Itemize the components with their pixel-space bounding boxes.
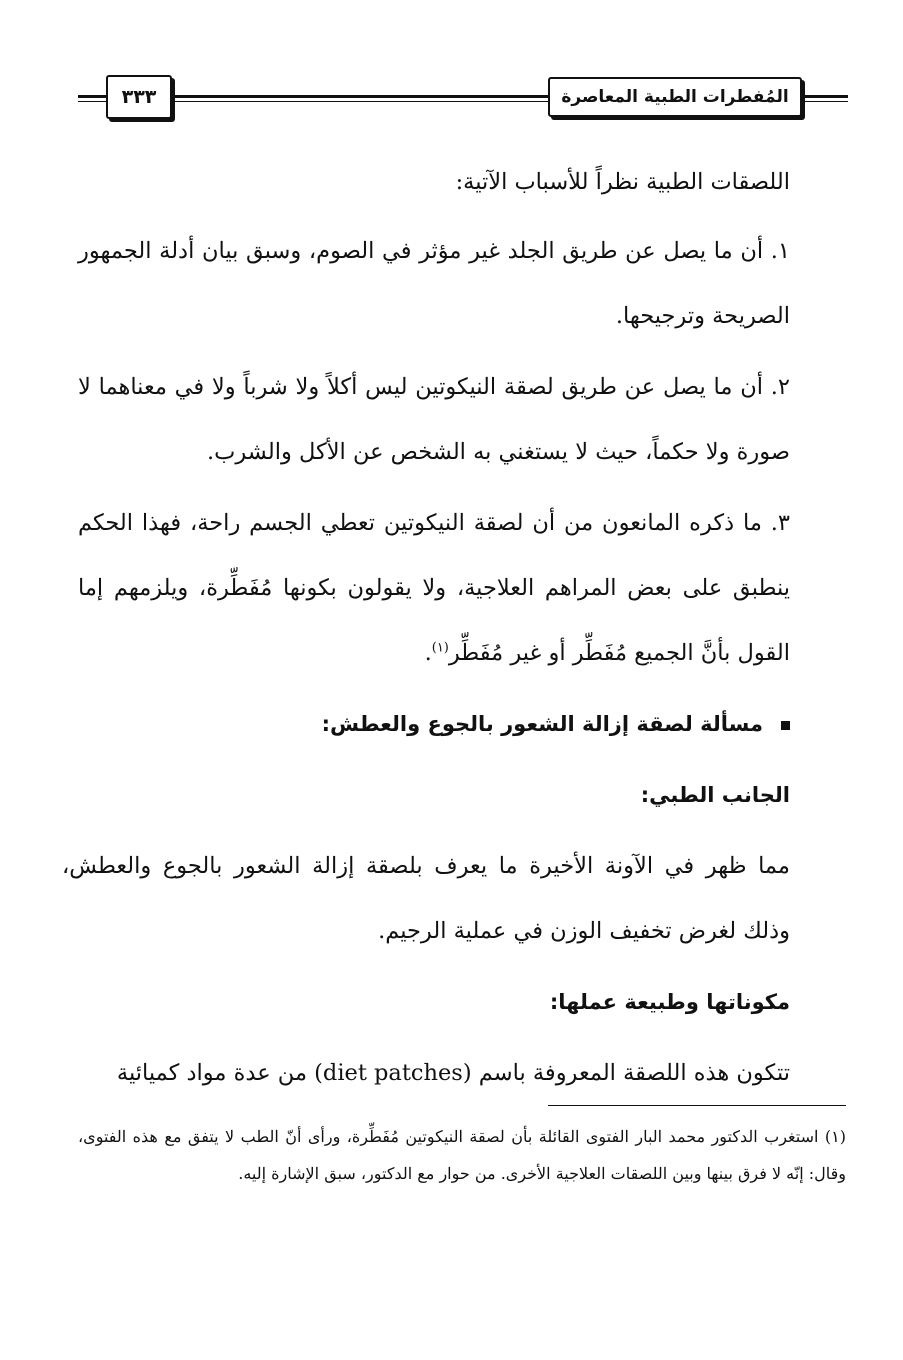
item-number: ٢.: [770, 374, 791, 400]
item-text: أن ما يصل عن طريق الجلد غير مؤثر في الصوم، وسبق بيان أدلة الجمهور الصريحة وترجيحها.: [78, 238, 790, 329]
item-number: ١.: [770, 238, 790, 264]
medical-heading: الجانب الطبي:: [640, 783, 790, 807]
list-item: [78, 491, 790, 686]
issue-heading: [78, 692, 790, 757]
medical-paragraph: مما ظهر في الآونة الأخيرة ما يعرف بلصقة إزالة الشعور بالجوع والعطش، وذلك لغرض تخفيف الوزن في عملية الرجيم.: [62, 853, 790, 944]
main-text: [62, 150, 791, 1112]
components-heading: مكوناتها وطبيعة عملها:: [549, 990, 790, 1014]
intro-line: اللصقات الطبية نظراً للأسباب الآتية:: [455, 169, 790, 195]
footnote-reference[interactable]: (١): [431, 640, 449, 656]
list-item: [78, 219, 790, 349]
item-number: ٣.: [770, 510, 790, 536]
item-text: ما ذكره المانعون من أن لصقة النيكوتين تعطي الجسم راحة، فهذا الحكم ينطبق على بعض المراهم العلاجية، ولا يقولون بكونها مُفَطِّرة، ويلزمهم إما القول بأنَّ الجميع مُفَطِّر أو غير مُفَطِّر: [78, 510, 790, 666]
footnote: [78, 1118, 846, 1192]
list-item: [78, 355, 790, 485]
item-end: .: [424, 640, 432, 666]
running-title: المُفطرات الطبية المعاصرة: [548, 77, 802, 117]
page-header: [78, 72, 848, 122]
square-bullet-icon: [781, 721, 790, 730]
item-text: أن ما يصل عن طريق لصقة النيكوتين ليس أكلاً ولا شرباً ولا في معناهما لا صورة ولا حكماً، حيث لا يستغني به الشخص عن الأكل والشرب.: [78, 374, 790, 465]
issue-heading-text: مسألة لصقة إزالة الشعور بالجوع والعطش:: [321, 712, 763, 736]
footnote-text: (١) استغرب الدكتور محمد البار الفتوى القائلة بأن لصقة النيكوتين مُفَطِّرة، ورأى أنّ الطب لا يتفق مع هذه الفتوى، وقال: إنّه لا فرق بينها وبين اللصقات العلاجية الأخرى. من حوار مع الدكتور، سبق الإشارة إليه.: [78, 1127, 846, 1183]
footnote-separator: [548, 1105, 846, 1106]
components-paragraph: تتكون هذه اللصقة المعروفة باسم (diet patches) من عدة مواد كميائية: [116, 1060, 790, 1086]
page-number: ٣٣٣: [106, 75, 172, 119]
